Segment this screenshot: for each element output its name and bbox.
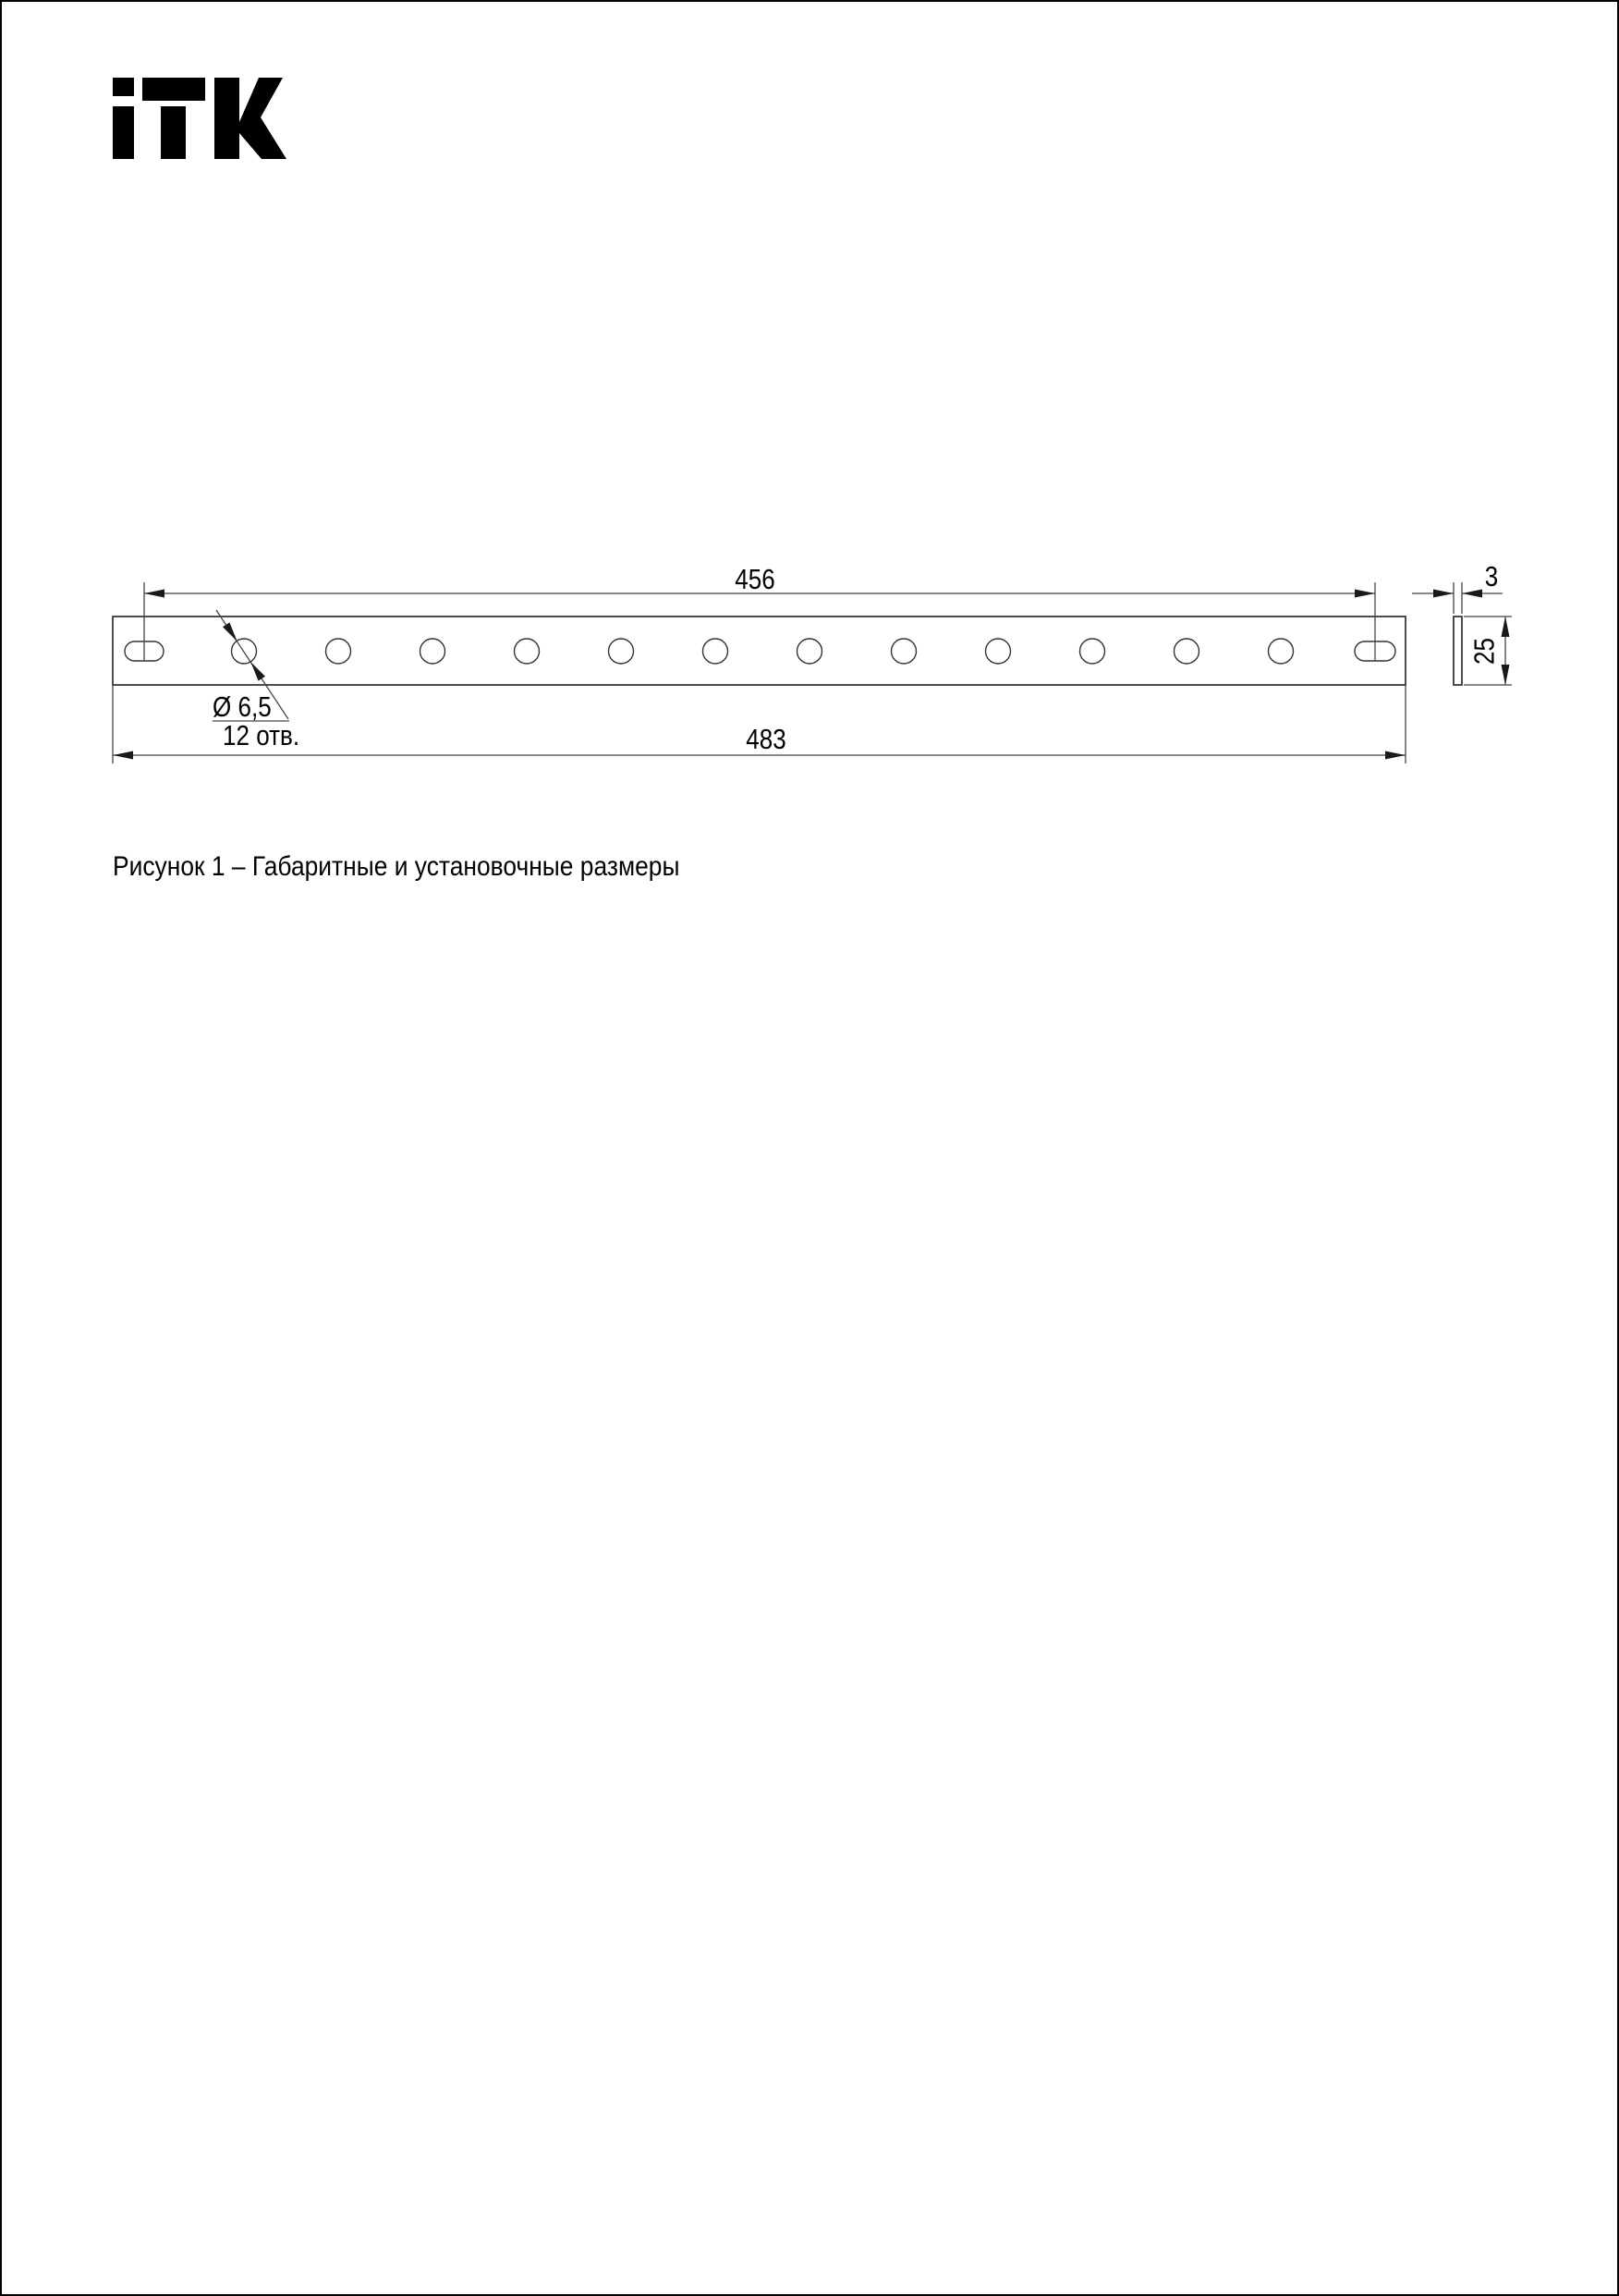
hole-diameter-label: Ø 6,5 (213, 690, 272, 723)
round-hole (703, 639, 728, 664)
rail-side-view (1454, 617, 1462, 685)
rail-front-view (113, 617, 1406, 685)
round-hole (1269, 639, 1294, 664)
round-hole (1175, 639, 1199, 664)
logo-i-stem (113, 106, 134, 159)
logo-t-bar (142, 78, 205, 101)
itk-logo-glyphs (113, 78, 286, 159)
dim-label-456: 456 (735, 563, 775, 595)
logo-k-stem (214, 78, 239, 159)
dim-label-483: 483 (746, 723, 786, 755)
hole-count-label: 12 отв. (223, 719, 300, 751)
round-hole (609, 639, 634, 664)
round-hole (420, 639, 445, 664)
dim-label-25: 25 (1467, 638, 1501, 665)
logo-i-dot (113, 78, 134, 96)
itk-logo (111, 74, 286, 159)
logo-k-arms (239, 78, 286, 159)
round-hole (326, 639, 351, 664)
technical-drawing (2, 519, 1619, 797)
round-hole (892, 639, 917, 664)
drawing-geometry (2, 519, 1619, 797)
round-hole (515, 639, 540, 664)
logo-t-stem (161, 106, 186, 159)
round-hole (986, 639, 1011, 664)
dim-label-3: 3 (1484, 560, 1499, 592)
round-hole (1080, 639, 1105, 664)
figure-caption: Рисунок 1 – Габаритные и установочные размеры (113, 851, 680, 882)
round-hole (797, 639, 822, 664)
